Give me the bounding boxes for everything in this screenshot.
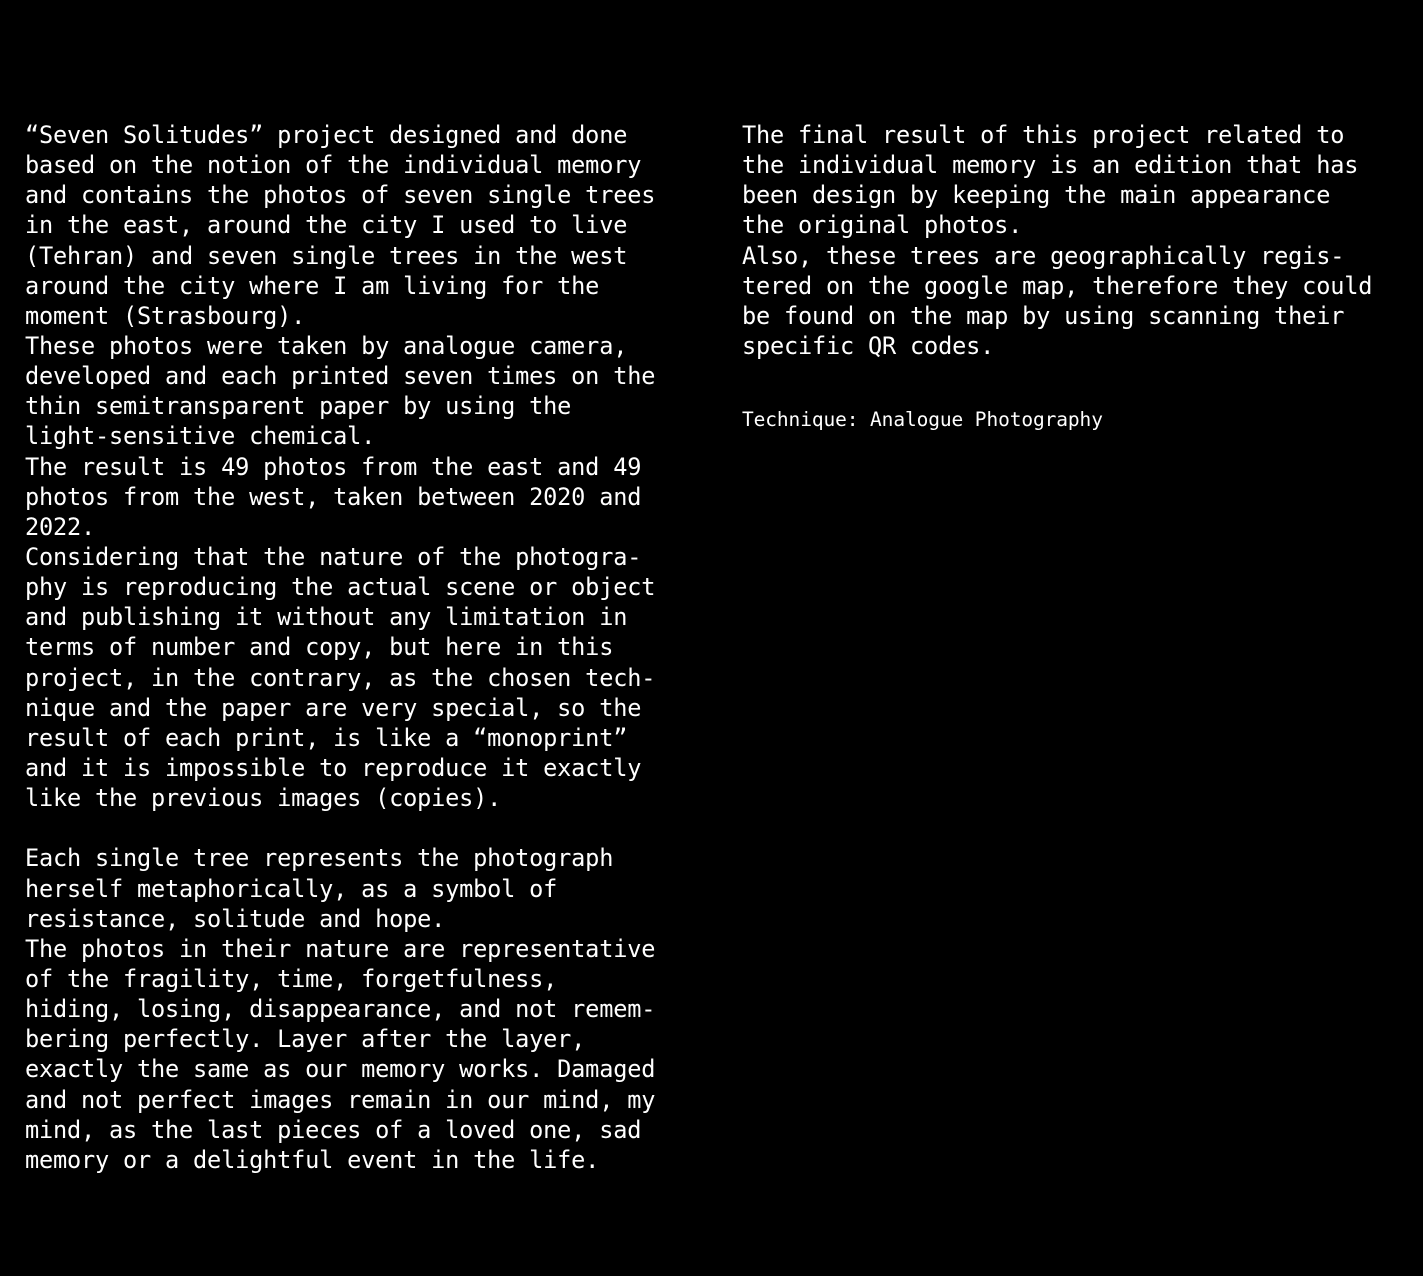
result-line: be found on the map by using scanning their	[742, 301, 1345, 330]
description-line: thin semitransparent paper by using the	[25, 392, 572, 421]
description-line: of the fragility, time, forgetfulness,	[25, 964, 558, 993]
result-line: the original photos.	[742, 211, 1023, 240]
description-line: in the east, around the city I used to live	[25, 211, 628, 240]
description-line: Each single tree represents the photograph	[25, 844, 614, 873]
result-line: been design by keeping the main appearance	[742, 181, 1331, 210]
result-line: tered on the google map, therefore they could	[742, 271, 1373, 300]
description-line: around the city where I am living for the	[25, 271, 600, 300]
result-line: Also, these trees are geographically regis-	[742, 241, 1345, 270]
description-line: memory or a delightful event in the life.	[25, 1145, 600, 1174]
description-line: 2022.	[25, 512, 96, 541]
result-line: The final result of this project related to	[742, 121, 1345, 149]
description-line: phy is reproducing the actual scene or object	[25, 573, 656, 602]
description-line: and publishing it without any limitation in	[25, 603, 628, 632]
description-line: project, in the contrary, as the chosen tech-	[25, 663, 656, 692]
description-line: based on the notion of the individual memory	[25, 151, 642, 180]
description-line: resistance, solitude and hope.	[25, 904, 446, 933]
description-line: hiding, losing, disappearance, and not remem-	[25, 995, 656, 1024]
result-line: specific QR codes.	[742, 331, 995, 360]
description-line: “Seven Solitudes” project designed and done	[25, 121, 628, 149]
description-line: (Tehran) and seven single trees in the west	[25, 241, 628, 270]
project-description-column	[25, 120, 705, 1175]
description-line: exactly the same as our memory works. Damaged	[25, 1055, 656, 1084]
description-line: and not perfect images remain in our mind, my	[25, 1085, 656, 1114]
description-line: moment (Strasbourg).	[25, 301, 306, 330]
description-line: and contains the photos of seven single trees	[25, 181, 656, 210]
paragraph-spacer	[25, 813, 705, 843]
technique-label: Technique: Analogue Photography	[742, 408, 1103, 431]
project-result-column	[742, 120, 1414, 431]
description-line: These photos were taken by analogue camera,	[25, 331, 628, 360]
description-line: The photos in their nature are representative	[25, 934, 656, 963]
description-line: and it is impossible to reproduce it exactly	[25, 753, 642, 782]
description-line: light-sensitive chemical.	[25, 422, 376, 451]
description-line: mind, as the last pieces of a loved one, sad	[25, 1115, 642, 1144]
description-line: Considering that the nature of the photogra-	[25, 542, 642, 571]
description-line: photos from the west, taken between 2020 and	[25, 482, 642, 511]
description-line: result of each print, is like a “monoprint”	[25, 723, 628, 752]
result-line: the individual memory is an edition that has	[742, 151, 1359, 180]
description-line: bering perfectly. Layer after the layer,	[25, 1025, 586, 1054]
description-line: terms of number and copy, but here in this	[25, 633, 614, 662]
description-line: herself metaphorically, as a symbol of	[25, 874, 558, 903]
description-line: nique and the paper are very special, so the	[25, 693, 642, 722]
description-line: The result is 49 photos from the east and 49	[25, 452, 642, 481]
description-line: like the previous images (copies).	[25, 784, 502, 813]
description-line: developed and each printed seven times on the	[25, 362, 656, 391]
